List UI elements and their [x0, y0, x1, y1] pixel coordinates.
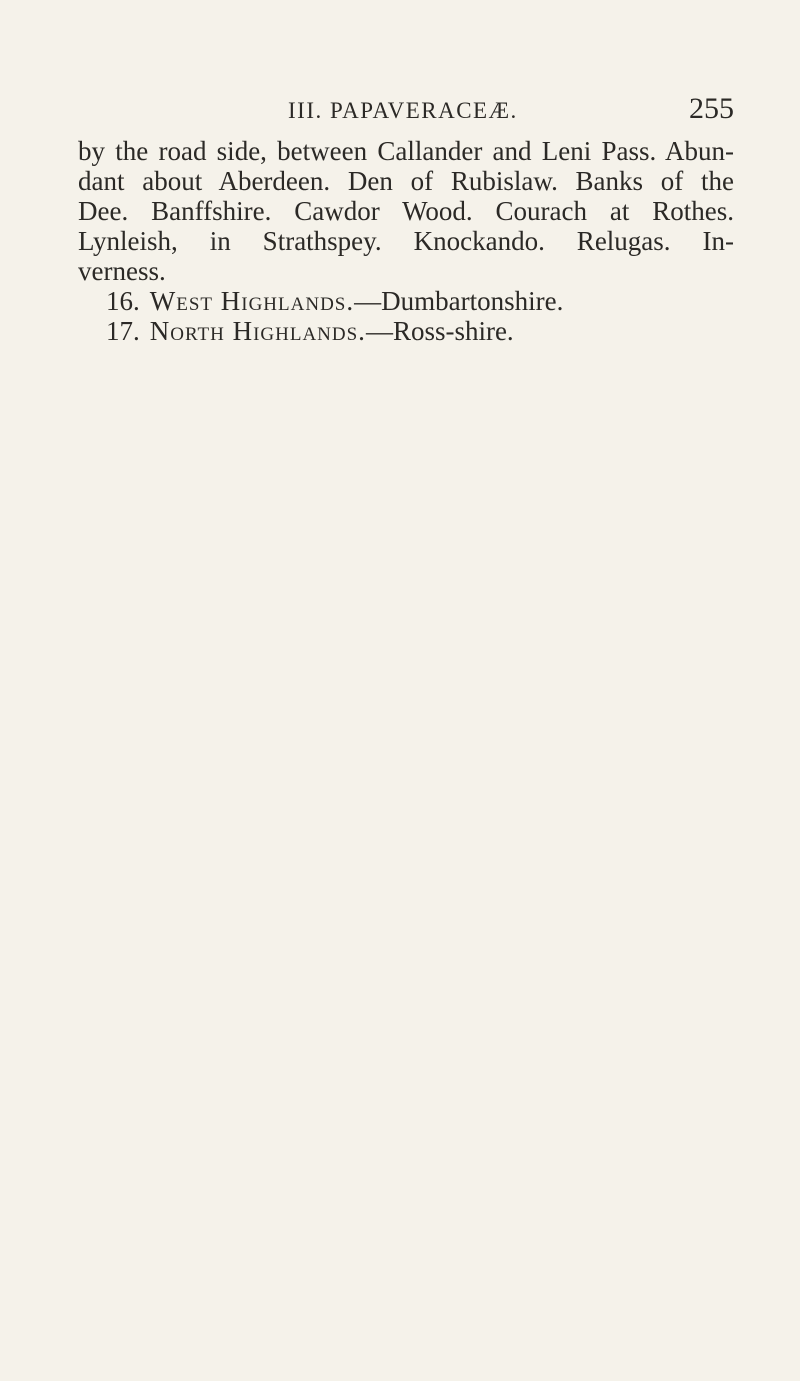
text-line: verness.: [78, 256, 166, 286]
province-entry: [78, 286, 734, 316]
text-line: Lynleish, in Strathspey. Knockando. Relugas. In-: [78, 226, 734, 256]
province-entry: [78, 316, 734, 346]
text-line: dant about Aberdeen. Den of Rubislaw. Banks of the: [78, 166, 734, 196]
text-line: by the road side, between Callander and Leni Pass. Abun-: [78, 136, 734, 166]
entry-location: —Ross-shire.: [365, 316, 514, 346]
entry-number: 16.: [106, 286, 140, 316]
running-head: [78, 92, 734, 128]
entry-region: North Highlands.: [149, 316, 366, 346]
entry-location: —Dumbartonshire.: [354, 286, 564, 316]
page-number: 255: [689, 92, 734, 125]
text-line: Dee. Banffshire. Cawdor Wood. Courach at Rothes.: [78, 196, 734, 226]
section-title: III. PAPAVERACEÆ.: [288, 98, 518, 123]
entry-region: West Highlands.: [149, 286, 355, 316]
body-text: [78, 136, 734, 346]
entry-number: 17.: [106, 316, 140, 346]
